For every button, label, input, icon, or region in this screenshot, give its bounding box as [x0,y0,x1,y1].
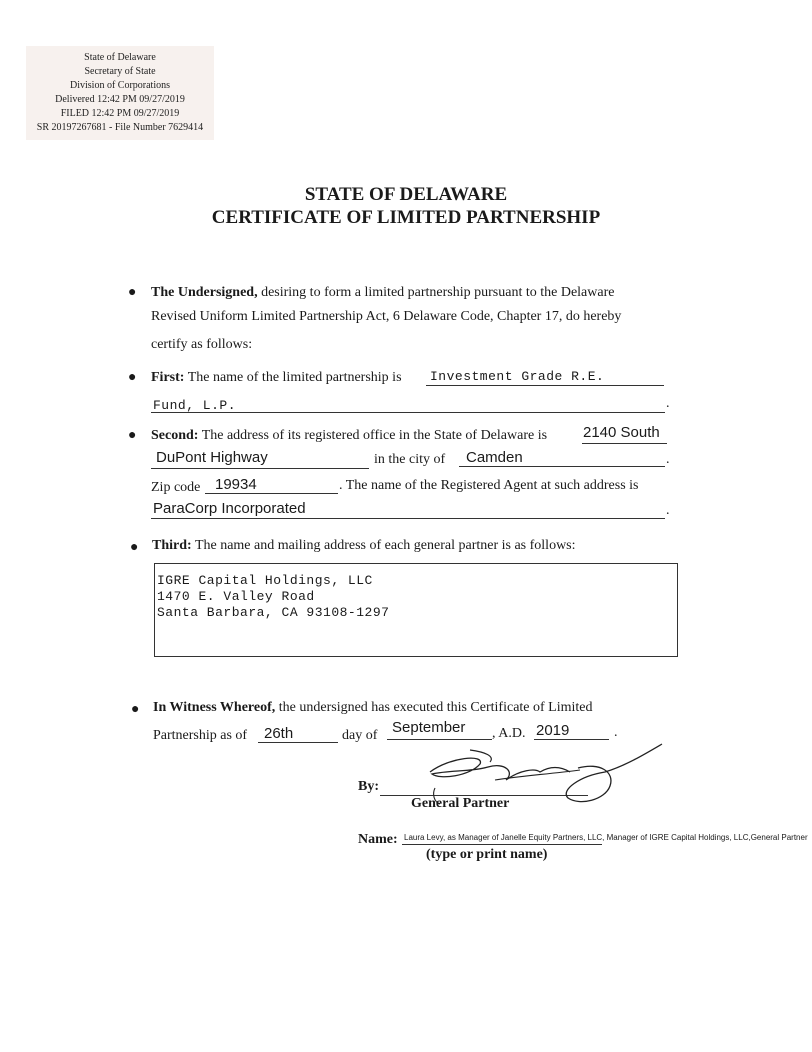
first-lead: First: [151,370,185,385]
day-underline [258,742,338,743]
partner-line: 1470 E. Valley Road [157,589,315,604]
witness-text: the undersigned has executed this Certificate of Limited [278,700,593,715]
partner-line: IGRE Capital Holdings, LLC [157,573,373,588]
third-text: The name and mailing address of each general partner is as follows: [194,538,576,553]
first-underline-2 [151,412,665,413]
first-period: . [666,396,670,411]
partnership-name-part-2[interactable]: Fund, L.P. [153,398,237,413]
city-value[interactable]: Camden [466,449,523,466]
intro-line-3: certify as follows: [151,337,253,352]
zip-value[interactable]: 19934 [215,476,257,493]
general-partner-label: General Partner [411,796,510,811]
city-period: . [666,452,670,467]
year-value[interactable]: 2019 [536,722,570,739]
second-text: The address of its registered office in the State of Delaware is [201,428,548,443]
third-lead: Third: [152,538,192,553]
name-label: Name: [358,832,398,847]
agent-underline [151,518,665,519]
witness-label [153,700,593,716]
first-underline-1 [426,385,664,386]
zip-underline [205,493,338,494]
month-value[interactable]: September [392,719,466,736]
third-label [152,538,576,554]
stamp-line: Division of Corporations [70,80,170,91]
printed-name-value[interactable]: Laura Levy, as Manager of Janelle Equity Partners, LLC, Manager of IGRE Capital Holdings, LLC,General Partner [404,833,808,842]
type-or-print-label: (type or print name) [426,847,548,862]
second-label [151,428,547,444]
day-value[interactable]: 26th [264,725,294,742]
month-underline [387,739,492,740]
witness-period: . [614,725,618,740]
second-lead: Second: [151,428,199,443]
day-of-label: day of [342,728,378,743]
agent-period: . [666,503,670,518]
name-underline [402,844,602,845]
intro-lead: The Undersigned, [151,285,258,300]
stamp-line: Delivered 12:42 PM 09/27/2019 [55,94,185,105]
city-label: in the city of [374,452,446,467]
partnership-name-part-1[interactable]: Investment Grade R.E. [430,369,605,384]
street-part-2[interactable]: DuPont Highway [156,449,268,466]
bullet-icon: ● [128,428,137,443]
ad-label: , A.D. [492,726,526,741]
stamp-line: State of Delaware [84,52,156,63]
agent-label: . The name of the Registered Agent at such address is [339,478,639,493]
city-underline [459,466,665,467]
intro-text-1: desiring to form a limited partnership pursuant to the Delaware [261,285,615,300]
stamp-line: SR 20197267681 - File Number 7629414 [36,122,204,133]
filing-stamp [26,46,214,140]
bullet-icon: ● [131,702,140,717]
intro-line-1 [151,285,614,301]
by-label: By: [358,779,379,794]
street-part-1[interactable]: 2140 South [583,424,660,441]
general-partner-box[interactable] [154,563,678,657]
title-line-1: STATE OF DELAWARE [304,184,508,205]
street-underline-1 [582,443,667,444]
stamp-line: FILED 12:42 PM 09/27/2019 [60,108,180,119]
partnership-as-of-label: Partnership as of [153,728,248,743]
intro-line-2: Revised Uniform Limited Partnership Act, 6 Delaware Code, Chapter 17, do hereby [151,309,622,324]
partner-line: Santa Barbara, CA 93108-1297 [157,605,390,620]
bullet-icon: ● [128,370,137,385]
bullet-icon: ● [130,540,139,555]
first-label [151,370,402,386]
first-text: The name of the limited partnership is [187,370,402,385]
witness-lead: In Witness Whereof, [153,700,276,715]
year-underline [534,739,609,740]
bullet-icon: ● [128,285,137,300]
stamp-line: Secretary of State [84,66,156,77]
street-underline-2 [151,468,369,469]
registered-agent-value[interactable]: ParaCorp Incorporated [153,500,306,517]
title-line-2: CERTIFICATE OF LIMITED PARTNERSHIP [211,207,601,228]
zip-label: Zip code [151,480,201,495]
